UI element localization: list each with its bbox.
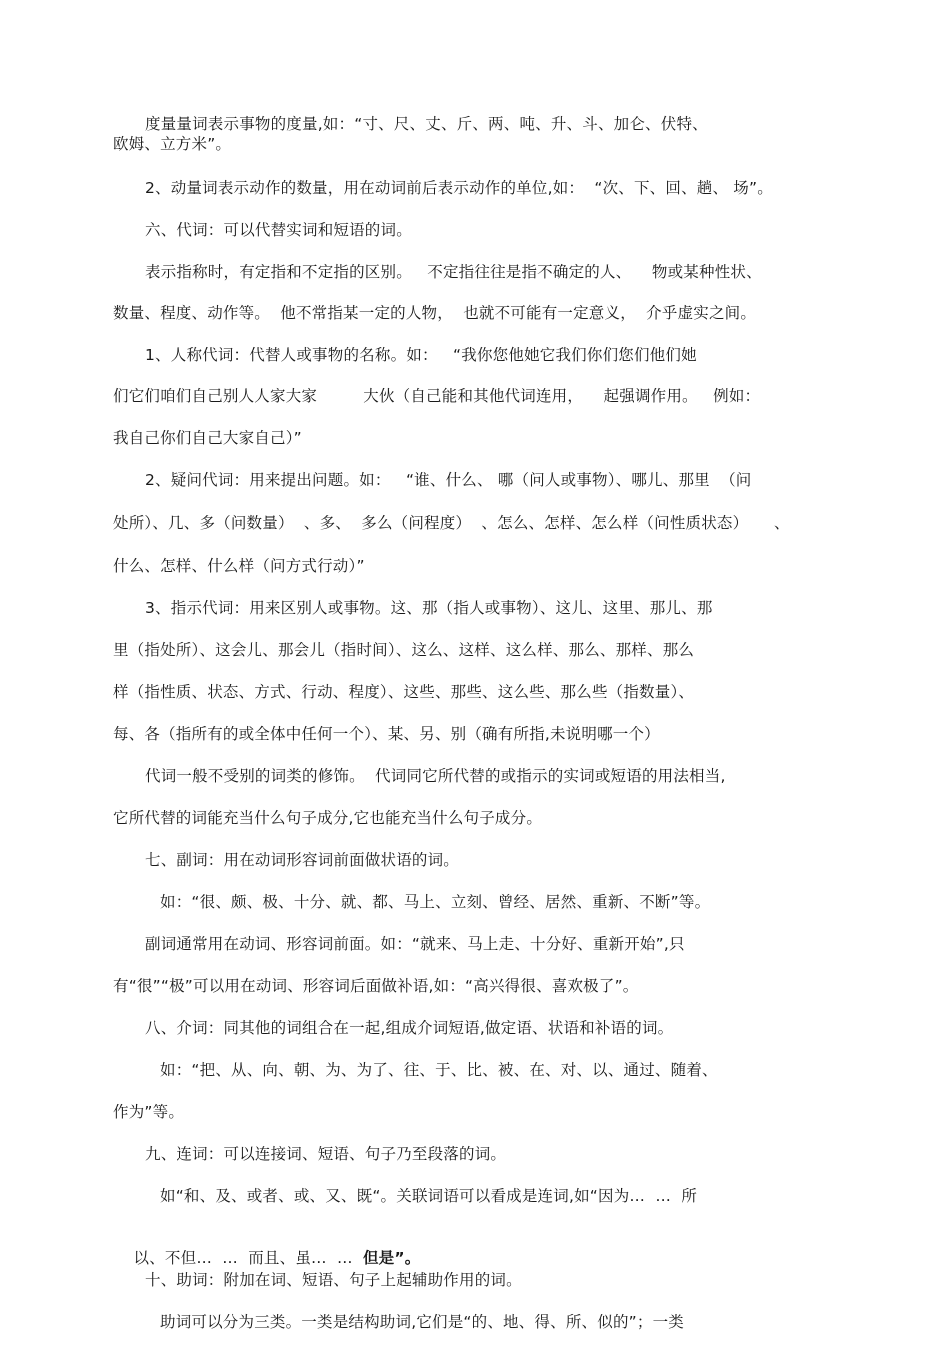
text-line: 欧姆、立方米”。 bbox=[113, 135, 232, 153]
text-line: 表示指称时，有定指和不定指的区别。 不定指往往是指不确定的人、 物或某种性状、 bbox=[145, 263, 762, 281]
text-line: 有“很”“极”可以用在动词、形容词后面做补语,如：“高兴得很、喜欢极了”。 bbox=[113, 977, 639, 995]
text-line: 我自己你们自己大家自己）” bbox=[113, 429, 302, 447]
text-line: 3、指示代词：用来区别人或事物。这、那（指人或事物）、这儿、这里、那儿、那 bbox=[145, 599, 713, 617]
text-line: 度量量词表示事物的度量,如：“寸、尺、丈、斤、两、吨、升、斗、加仑、伏特、 bbox=[145, 115, 708, 133]
text-line: 代词一般不受别的词类的修饰。 代词同它所代替的或指示的实词或短语的用法相当, bbox=[145, 767, 726, 785]
text-line: 如：“把、从、向、朝、为、为了、往、于、比、被、在、对、以、通过、随着、 bbox=[160, 1061, 718, 1079]
text-line: 作为”等。 bbox=[113, 1103, 185, 1121]
text-line: 数量、程度、动作等。 他不常指某一定的人物， 也就不可能有一定意义， 介乎虚实之间。 bbox=[113, 304, 757, 322]
text-line: 2、动量词表示动作的数量，用在动词前后表示动作的单位,如： “次、下、回、趟、 场”。 bbox=[145, 179, 773, 197]
text-line: 里（指处所）、这会儿、那会儿（指时间）、这么、这样、这么样、那么、那样、那么 bbox=[113, 641, 695, 659]
text-line: 处所）、几、多（问数量） 、多、 多么（问程度） 、怎么、怎样、怎么样（问性质状态） 、 bbox=[113, 514, 790, 532]
text-line: 助词可以分为三类。一类是结构助词,它们是“的、地、得、所、似的”；一类 bbox=[160, 1313, 684, 1331]
text-line: 副词通常用在动词、形容词前面。如：“就来、马上走、十分好、重新开始”,只 bbox=[145, 935, 685, 953]
section-heading: 八、介词：同其他的词组合在一起,组成介词短语,做定语、状语和补语的词。 bbox=[145, 1019, 674, 1037]
text-line: 样（指性质、状态、方式、行动、程度）、这些、那些、这么些、那么些（指数量）、 bbox=[113, 683, 695, 701]
text-line: 2、疑问代词：用来提出问题。如： “谁、什么、 哪（问人或事物）、哪儿、那里 （问 bbox=[145, 471, 752, 489]
text-line: 它所代替的词能充当什么句子成分,它也能充当什么句子成分。 bbox=[113, 809, 543, 827]
section-heading: 七、副词：用在动词形容词前面做状语的词。 bbox=[145, 851, 460, 869]
text-line: 们它们咱们自己别人人家大家 大伙（自己能和其他代词连用， 起强调作用。 例如： bbox=[113, 387, 761, 405]
text-line-end: 但是”。 bbox=[362, 1249, 421, 1267]
section-heading: 十、助词：附加在词、短语、句子上起辅助作用的词。 bbox=[145, 1271, 522, 1289]
text-line: 什么、怎样、什么样（问方式行动）” bbox=[113, 557, 365, 575]
section-heading: 六、代词：可以代替实词和短语的词。 bbox=[145, 221, 412, 239]
text-line: 如：“很、颇、极、十分、就、都、马上、立刻、曾经、居然、重新、不断”等。 bbox=[160, 893, 711, 911]
text-line-start: 以、不但… … 而且、虽… … bbox=[133, 1249, 363, 1267]
text-line: 每、各（指所有的或全体中任何一个）、某、另、别（确有所指,未说明哪一个） bbox=[113, 725, 660, 743]
text-line: 1、人称代词：代替人或事物的名称。如： “我你您他她它我们你们您们他们她 bbox=[145, 346, 697, 364]
text-line: 如“和、及、或者、或、又、既“。关联词语可以看成是连词,如“因为… … 所 bbox=[160, 1187, 698, 1205]
section-heading: 九、连词：可以连接词、短语、句子乃至段落的词。 bbox=[145, 1145, 507, 1163]
